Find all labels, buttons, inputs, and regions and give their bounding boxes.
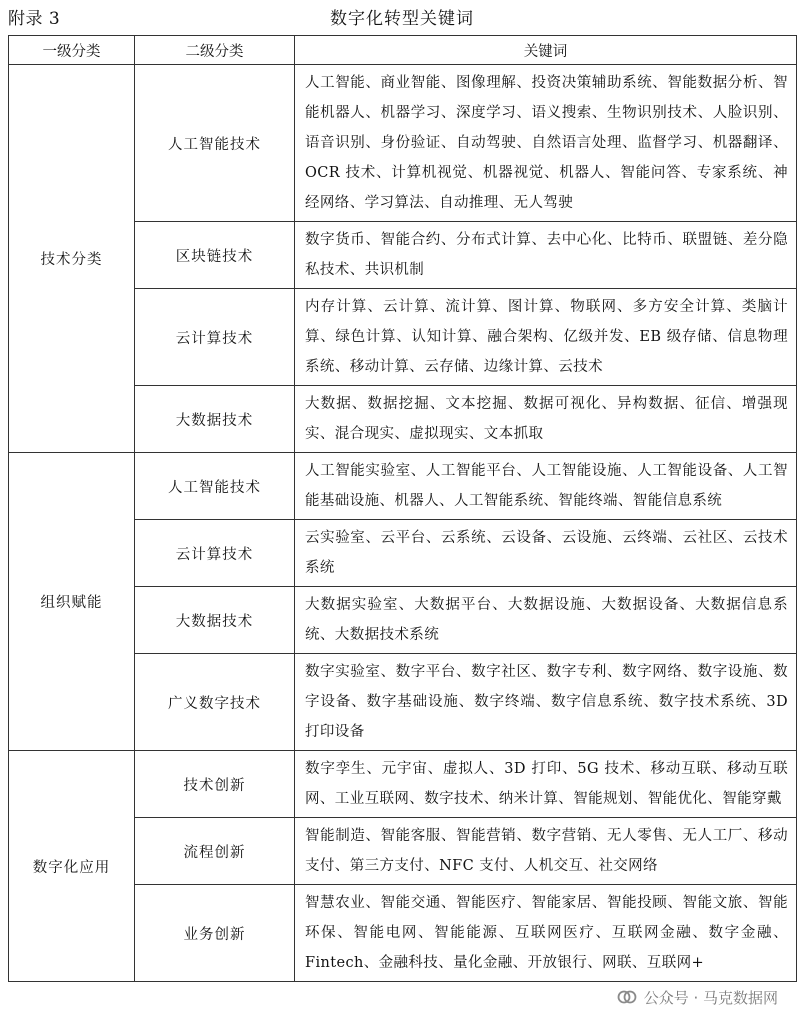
table-title: 数字化转型关键词 — [330, 9, 474, 29]
appendix-label: 附录 3 — [8, 9, 61, 29]
table-row — [9, 751, 797, 818]
keywords-cell: 人工智能实验室、人工智能平台、人工智能设施、人工智能设备、人工智能基础设施、机器人、人工智能系统、智能终端、智能信息系统 — [295, 453, 797, 520]
watermark-text: 公众号 · 马克数据网 — [643, 988, 778, 1007]
level2-cell: 大数据技术 — [135, 587, 295, 654]
level2-cell: 大数据技术 — [135, 386, 295, 453]
keywords-cell: 大数据、数据挖掘、文本挖掘、数据可视化、异构数据、征信、增强现实、混合现实、虚拟现实、文本抓取 — [295, 386, 797, 453]
keywords-cell: 数字实验室、数字平台、数字社区、数字专利、数字网络、数字设施、数字设备、数字基础设施、数字终端、数字信息系统、数字技术系统、3D 打印设备 — [295, 654, 797, 751]
keyword-table — [8, 35, 797, 982]
header-level2: 二级分类 — [135, 36, 295, 65]
header-keywords: 关键词 — [295, 36, 797, 65]
keywords-cell: 数字孪生、元宇宙、虚拟人、3D 打印、5G 技术、移动互联、移动互联网、工业互联网、数字技术、纳米计算、智能规划、智能优化、智能穿戴 — [295, 751, 797, 818]
level2-cell: 广义数字技术 — [135, 654, 295, 751]
keywords-cell: 智能制造、智能客服、智能营销、数字营销、无人零售、无人工厂、移动支付、第三方支付、NFC 支付、人机交互、社交网络 — [295, 818, 797, 885]
level2-cell: 业务创新 — [135, 885, 295, 982]
level2-cell: 区块链技术 — [135, 222, 295, 289]
table-caption — [0, 0, 804, 34]
header-level1: 一级分类 — [9, 36, 135, 65]
keywords-cell: 数字货币、智能合约、分布式计算、去中心化、比特币、联盟链、差分隐私技术、共识机制 — [295, 222, 797, 289]
keywords-cell: 内存计算、云计算、流计算、图计算、物联网、多方安全计算、类脑计算、绿色计算、认知计算、融合架构、亿级并发、EB 级存储、信息物理系统、移动计算、云存储、边缘计算、云技术 — [295, 289, 797, 386]
keywords-cell: 智慧农业、智能交通、智能医疗、智能家居、智能投顾、智能文旅、智能环保、智能电网、智能能源、互联网医疗、互联网金融、数字金融、Fintech、金融科技、量化金融、开放银行、网联、互联网+ — [295, 885, 797, 982]
level2-cell: 人工智能技术 — [135, 453, 295, 520]
level2-cell: 流程创新 — [135, 818, 295, 885]
level2-cell: 云计算技术 — [135, 289, 295, 386]
level2-cell: 技术创新 — [135, 751, 295, 818]
level1-cell: 技术分类 — [9, 65, 135, 453]
level1-cell: 数字化应用 — [9, 751, 135, 982]
level2-cell: 人工智能技术 — [135, 65, 295, 222]
table-row — [9, 65, 797, 222]
table-row — [9, 453, 797, 520]
keywords-cell: 云实验室、云平台、云系统、云设备、云设施、云终端、云社区、云技术系统 — [295, 520, 797, 587]
header-row — [9, 36, 797, 65]
level2-cell: 云计算技术 — [135, 520, 295, 587]
keywords-cell: 大数据实验室、大数据平台、大数据设施、大数据设备、大数据信息系统、大数据技术系统 — [295, 587, 797, 654]
watermark — [612, 984, 782, 1010]
wechat-official-account-icon — [616, 986, 638, 1008]
level1-cell: 组织赋能 — [9, 453, 135, 751]
keywords-cell: 人工智能、商业智能、图像理解、投资决策辅助系统、智能数据分析、智能机器人、机器学习、深度学习、语义搜索、生物识别技术、人脸识别、语音识别、身份验证、自动驾驶、自然语言处理、监督学习、机器翻译、OCR 技术、计算机视觉、机器视觉、机器人、智能问答、专家系统、神经网络、学习算法、自动推理、无人驾驶 — [295, 65, 797, 222]
